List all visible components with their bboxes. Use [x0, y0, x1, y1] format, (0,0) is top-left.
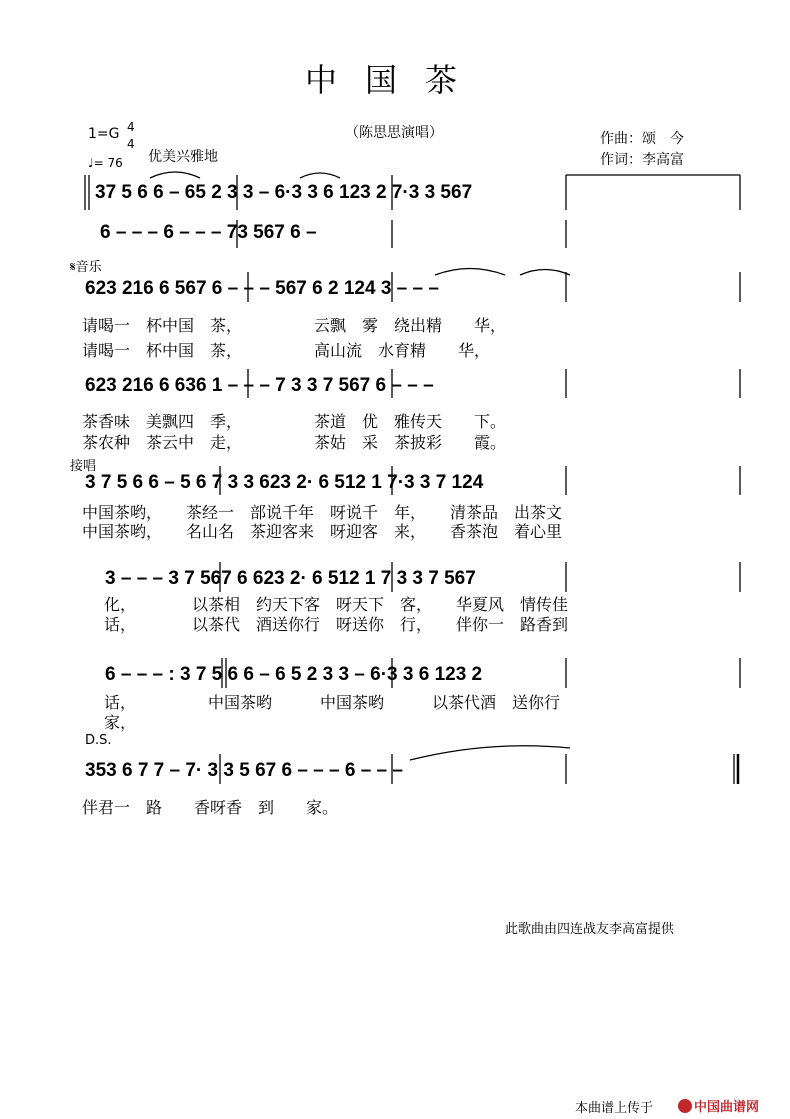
coda-notes: 353 6 7 7 – 7· 3 3 5 67 6 – – – 6 – – – — [85, 760, 403, 781]
intro-line-1: 37 5 6 6 – 65 2 3 3 – 6·3 3 6 123 2 7·3 3 567 — [95, 182, 473, 203]
intro-line-2: 6 – – – 6 – – – 73 567 6 – — [100, 222, 317, 243]
expression-mark: 优美兴雅地 — [148, 149, 218, 165]
chorus-line-1-lyric-1: 中国茶哟， 茶经一 部说千年 呀说千 年， 清茶品 出茶文 — [82, 503, 563, 522]
lyricist-credit: 作词：李高富 — [600, 152, 684, 168]
composer-credit: 作曲：颂 今 — [600, 131, 684, 147]
ds-label: D.S. — [85, 733, 112, 748]
verse-line-1-notes: 623 216 6 567 6 – – – 567 6 2 124 3 – – – — [85, 278, 439, 299]
verse-line-1-lyric-1: 请喝一 杯中国 茶， 云飘 雾 绕出精 华， — [82, 316, 507, 335]
chorus-line-3-lyric-1: 话， 中国茶哟 中国茶哟 以茶代酒 送你行 — [104, 693, 561, 712]
tie-arc — [410, 746, 570, 760]
chorus-line-2-lyric-1: 化， 以茶相 约天下客 呀天下 客， 华夏风 情传佳 — [104, 595, 569, 614]
logo-icon — [678, 1099, 692, 1113]
chorus-line-3-notes: 6 – – – : 3 7 5 6 6 – 6 5 2 3 3 – 6·3 3 6 123 2 — [105, 664, 483, 685]
coda-lyric: 伴君一 路 香呀香 到 家。 — [82, 798, 339, 817]
time-signature-top: 4 — [127, 120, 135, 134]
verse-line-2-notes: 623 216 6 636 1 – – – 7 3 3 7 567 6 – – – — [85, 375, 434, 396]
chorus-line-3-lyric-2: 家， — [104, 713, 137, 732]
verse-line-1-lyric-2: 请喝一 杯中国 茶， 高山流 水育精 华， — [82, 341, 491, 360]
chorus-line-1-notes: 3 7 5 6 6 – 5 6 7 3 3 623 2· 6 512 1 7·3 3 7 124 — [85, 472, 484, 493]
chorus-line-2-lyric-2: 话， 以茶代 酒送你行 呀送你 行， 伴你一 路香到 — [104, 615, 569, 634]
quarter-note-icon: ♩ — [88, 156, 94, 170]
site-logo: 中国曲谱网 — [678, 1096, 759, 1115]
contributor-note: 此歌曲由四连战友李高富提供 — [505, 922, 675, 937]
performer-note: （陈思思演唱） — [345, 125, 443, 141]
key-signature: 1=G — [88, 126, 120, 142]
segno-label: 𝄋音乐 — [70, 260, 102, 275]
verse-line-2-lyric-2: 茶农种 茶云中 走， 茶姑 采 茶披彩 霞。 — [82, 433, 507, 452]
chorus-line-2-notes: 3 – – – 3 7 567 6 623 2· 6 512 1 7 3 3 7 567 — [105, 568, 476, 589]
verse-line-2-lyric-1: 茶香味 美飘四 季， 茶道 优 雅传天 下。 — [82, 412, 507, 431]
tempo-marking: ♩= 76 — [88, 156, 123, 170]
upload-note: 本曲谱上传于 — [575, 1101, 654, 1116]
time-signature-bottom: 4 — [127, 137, 135, 151]
chorus-label: 接唱 — [70, 459, 97, 474]
page-title: 中国茶 — [304, 61, 485, 99]
chorus-line-1-lyric-2: 中国茶哟， 名山名 茶迎客来 呀迎客 来， 香茶泡 着心里 — [82, 522, 563, 541]
